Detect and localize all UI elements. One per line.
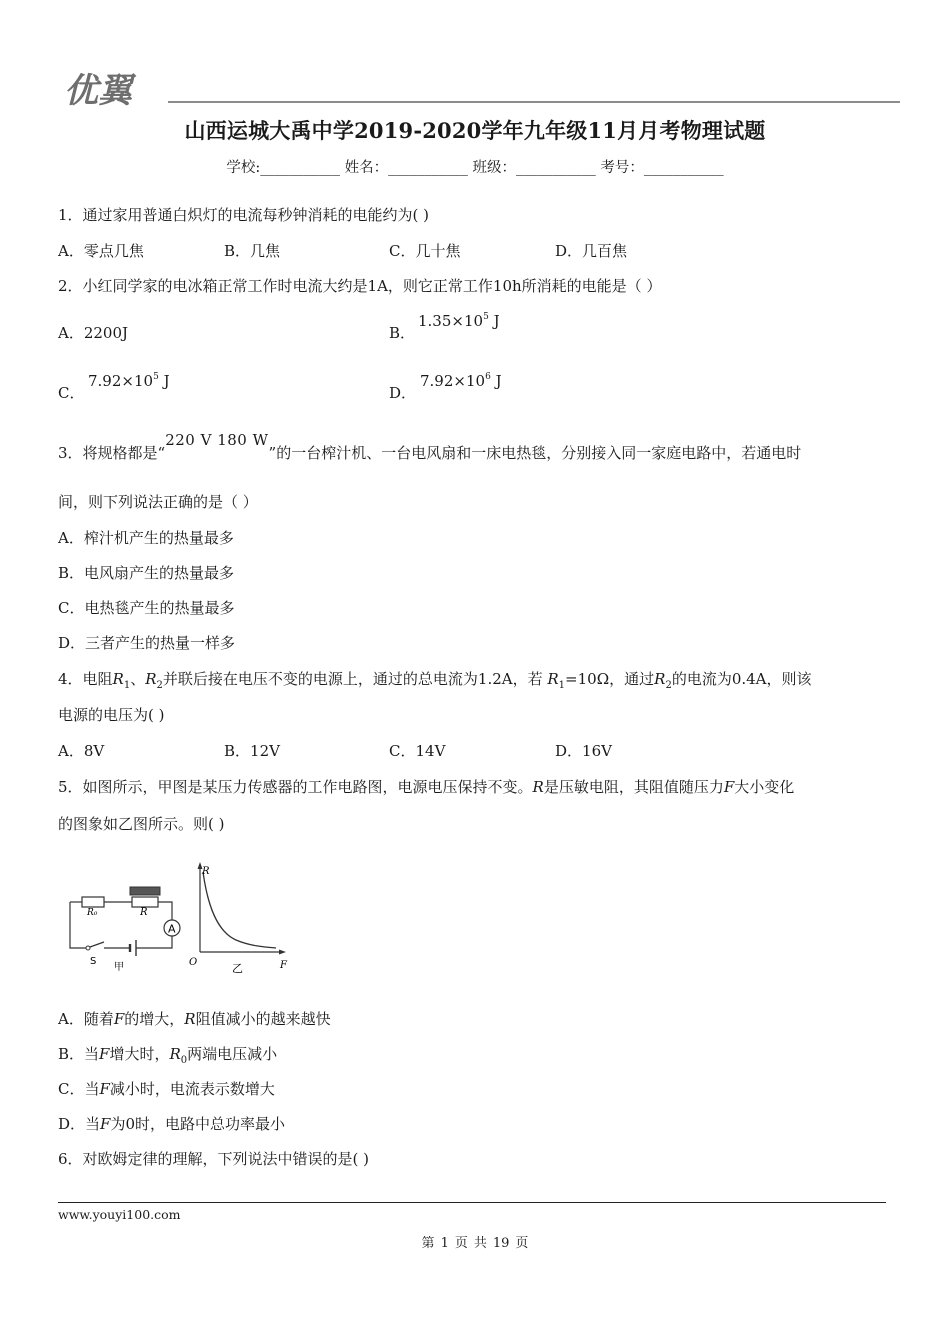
q5-option-a <box>58 1009 331 1029</box>
q5-d-part1: D．当 <box>58 1115 101 1133</box>
q5-b-r-sub: 0 <box>180 1055 188 1066</box>
q5-a-part1: A．随着 <box>58 1010 114 1028</box>
q2-c-mantissa: 7.92×10 <box>88 372 154 390</box>
q4-option-b: B．12V <box>224 742 280 760</box>
q4-r1-sub: 1 <box>123 680 131 691</box>
q4-option-c: C．14V <box>389 742 446 760</box>
q1-option-c: C．几十焦 <box>389 242 461 260</box>
header-divider <box>168 101 900 103</box>
q3-option-a: A．榨汁机产生的热量最多 <box>58 529 234 547</box>
q5-option-c <box>58 1079 275 1099</box>
page-total: 19 <box>492 1236 510 1251</box>
q5-f-symbol: F <box>723 778 735 796</box>
q5-c-part1: C．当 <box>58 1080 100 1098</box>
question-6-text: 6．对欧姆定律的理解，下列说法中错误的是( ) <box>58 1150 370 1168</box>
q2-d-unit: J <box>490 372 502 390</box>
r0-label: R₀ <box>87 908 98 918</box>
q2-b-mantissa: 1.35×10 <box>418 312 484 330</box>
question-2-text: 2．小红同学家的电冰箱正常工作时电流大约是1A，则它正常工作10h所消耗的电能是（ ） <box>58 277 662 295</box>
q4-part3: 并联后接在电压不变的电源上，通过的总电流为1.2A，若 <box>162 670 548 688</box>
switch-contact-left <box>86 946 90 950</box>
circuit-diagram <box>70 887 180 973</box>
footer-divider <box>58 1202 886 1203</box>
school-blank[interactable]: ___________ <box>260 160 341 176</box>
class-label: 班级： <box>472 160 516 176</box>
q5-r-symbol: R <box>532 778 544 796</box>
switch-label: S <box>90 956 97 967</box>
name-label: 姓名： <box>344 160 389 176</box>
q5-figure <box>60 858 300 978</box>
question-5-line2: 的图象如乙图所示。则( ) <box>58 815 225 833</box>
q5-c-f: F <box>99 1080 110 1098</box>
q3-option-d: D．三者产生的热量一样多 <box>58 634 236 652</box>
circuit-wire-bottom-right <box>136 936 172 948</box>
q2-option-a: A．2200J <box>58 324 129 342</box>
q4-part4: =10Ω，通过 <box>565 670 655 688</box>
page-word-ye2: 页 <box>515 1236 529 1251</box>
q4-option-a: A．8V <box>58 742 105 760</box>
q4-r2b-symbol: R <box>654 670 666 688</box>
q2-option-b-value <box>418 312 500 330</box>
q2-option-d-label: D． <box>389 384 417 402</box>
q3-spec: 220 V 180 W <box>165 431 269 449</box>
q5-part1: 5．如图所示，甲图是某压力传感器的工作电路图，电源电压保持不变。 <box>58 778 533 796</box>
q3-option-c: C．电热毯产生的热量最多 <box>58 599 235 617</box>
q2-b-unit: J <box>488 312 500 330</box>
q2-c-exponent: 5 <box>153 372 159 382</box>
q2-b-exponent: 5 <box>483 312 489 322</box>
q3-option-b: B．电风扇产生的热量最多 <box>58 564 235 582</box>
resistance-force-graph <box>189 862 288 975</box>
q3-suffix: ”的一台榨汁机、一台电风扇和一床电热毯，分别接入同一家庭电路中，若通电时 <box>268 444 802 462</box>
q4-r2b-sub: 2 <box>665 680 672 691</box>
pressure-plate <box>130 887 160 895</box>
q5-c-part2: 减小时，电流表示数增大 <box>109 1080 275 1098</box>
q5-a-part3: 阻值减小的越来越快 <box>195 1010 331 1028</box>
q5-option-d <box>58 1114 285 1134</box>
q4-part5: 的电流为0.4A，则该 <box>671 670 812 688</box>
q5-b-r: R <box>169 1045 181 1063</box>
switch-lever <box>90 942 104 947</box>
q5-d-part2: 为0时，电路中总功率最小 <box>110 1115 285 1133</box>
page-word-di: 第 <box>421 1236 435 1251</box>
question-4-line2: 电源的电压为( ) <box>58 706 165 724</box>
r-resistor <box>132 897 158 907</box>
graph-axis-r-label: R <box>202 866 210 877</box>
q5-b-part3: 两端电压减小 <box>187 1045 278 1063</box>
logo-text: 优翼 <box>64 71 132 108</box>
page-number <box>0 1232 950 1251</box>
q4-r2-sub: 2 <box>156 680 163 691</box>
q4-r2-symbol: R <box>145 670 157 688</box>
q5-part3: 大小变化 <box>734 778 795 796</box>
q1-option-b: B．几焦 <box>224 242 281 260</box>
q4-r1b-symbol: R <box>547 670 559 688</box>
page-word-gong: 共 <box>473 1236 487 1251</box>
school-label: 学校: <box>226 160 261 176</box>
jia-label: 甲 <box>114 962 124 973</box>
question-5-line1 <box>58 777 794 797</box>
student-info-line <box>0 156 950 177</box>
exam-no-label: 考号： <box>600 160 644 176</box>
r0-resistor <box>82 897 104 907</box>
yi-label: 乙 <box>232 962 243 975</box>
q5-figure-svg <box>60 858 300 978</box>
name-blank[interactable]: ___________ <box>388 160 468 176</box>
q5-b-part2: 增大时， <box>109 1045 170 1063</box>
q2-d-exponent: 6 <box>485 372 491 382</box>
q5-a-r: R <box>184 1010 196 1028</box>
q3-prefix: 3．将规格都是“ <box>58 444 166 462</box>
question-4-line1 <box>58 669 812 696</box>
q4-part1: 4．电阻 <box>58 670 113 688</box>
q4-part2: 、 <box>130 670 146 688</box>
page-word-ye1: 页 <box>454 1236 468 1251</box>
q5-a-f: F <box>113 1010 125 1028</box>
q2-option-c-value <box>88 372 170 390</box>
exam-title: 山西运城大禹中学2019-2020学年九年级11月月考物理试题 <box>184 118 766 143</box>
q2-option-c-label: C． <box>58 384 85 402</box>
question-3-line2: 间，则下列说法正确的是（ ） <box>58 493 258 511</box>
class-blank[interactable]: ___________ <box>516 160 596 176</box>
graph-origin-label: O <box>189 957 198 968</box>
q5-b-part1: B．当 <box>58 1045 100 1063</box>
graph-axis-f-label: F <box>280 960 287 971</box>
q5-d-f: F <box>100 1115 111 1133</box>
r-label: R <box>140 907 148 918</box>
q5-a-part2: 的增大， <box>124 1010 185 1028</box>
q4-r1-symbol: R <box>112 670 124 688</box>
q5-part2: 是压敏电阻，其阻值随压力 <box>543 778 724 796</box>
question-3-line1 <box>58 431 802 463</box>
q2-d-mantissa: 7.92×10 <box>420 372 486 390</box>
q4-r1b-sub: 1 <box>558 680 566 691</box>
q5-b-f: F <box>99 1045 110 1063</box>
q1-option-d: D．几百焦 <box>555 242 628 260</box>
ammeter-label: A <box>168 922 176 936</box>
question-1-text: 1．通过家用普通白炽灯的电流每秒钟消耗的电能约为( ) <box>58 206 430 224</box>
graph-curve <box>203 872 276 948</box>
q1-option-a: A．零点几焦 <box>58 242 144 260</box>
q2-option-b-label: B． <box>389 324 416 342</box>
footer-site-link[interactable]: www.youyi100.com <box>58 1207 181 1222</box>
circuit-wire-left <box>70 902 86 948</box>
q2-c-unit: J <box>158 372 170 390</box>
page-current: 1 <box>440 1236 449 1251</box>
q4-option-d: D．16V <box>555 742 612 760</box>
exam-no-blank[interactable]: ___________ <box>643 160 724 176</box>
graph-x-arrow <box>279 950 286 955</box>
circuit-wire-top-right <box>158 902 172 920</box>
q5-option-b <box>58 1044 277 1071</box>
q2-option-d-value <box>420 372 502 390</box>
